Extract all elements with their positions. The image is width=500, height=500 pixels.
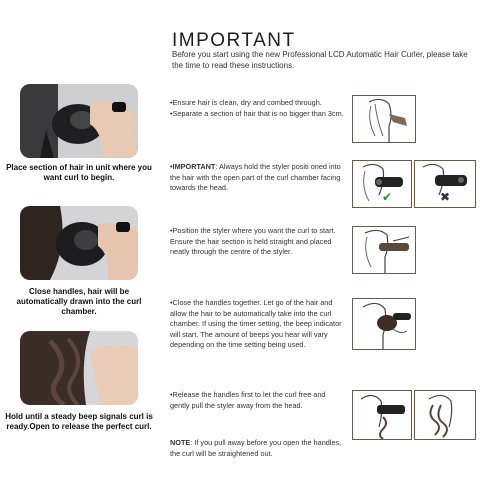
step-3-text: •Position the styler where you want the curl to start. Ensure the hair section is held straight and placed neatly through the centre of the styler. [170,226,336,256]
sketch-release-handles [352,390,412,440]
check-icon: ✔ [382,190,393,204]
cross-icon: ✖ [440,190,451,204]
intro-text: Before you start using the new Professional LCD Automatic Hair Curler, please take the time to read these instructions. [172,50,468,70]
photo-place-hair [20,84,138,158]
sketch-finished-curl [414,390,476,440]
note-text [170,438,350,459]
photo-release-curl [20,331,138,405]
caption-step-2: Close handles, hair will be automatically drawn into the curl chamber. [16,287,142,316]
note-body: : If you pull away before you open the handles, the curl will be straightened out. [170,438,342,458]
page-title: IMPORTANT [172,30,296,51]
step-2-label: •IMPORTANT [170,162,216,171]
sketch-section-hair [352,95,416,143]
step-2-body: : Always hold the styler positi oned into the hair with the open part of the curl chamber facing towards the head. [170,162,341,192]
photo-close-handles [20,206,138,280]
step-5-text: •Release the handles first to let the curl free and gently pull the styler away from the head. [170,390,326,410]
caption-step-3: Hold until a steady beep signals curl is ready.Open to release the perfect curl. [5,412,153,431]
step-2-text [170,162,345,194]
sketch-close-handles [352,298,416,350]
caption-step-1: Place section of hair in unit where you want curl to begin. [6,163,152,182]
step-1-text: •Ensure hair is clean, dry and combed through. •Separate a section of hair that is no bigger than 3cm. [170,98,344,118]
step-4-text: •Close the handles together. Let go of the hair and allow the hair to be automatically take into the curl chamber. If using the timer setting, the beep indicator will start. The amount of beeps you hear will vary depending on the time setting being used. [170,298,342,349]
note-label: NOTE [170,438,191,447]
sketch-position-styler [352,226,416,274]
